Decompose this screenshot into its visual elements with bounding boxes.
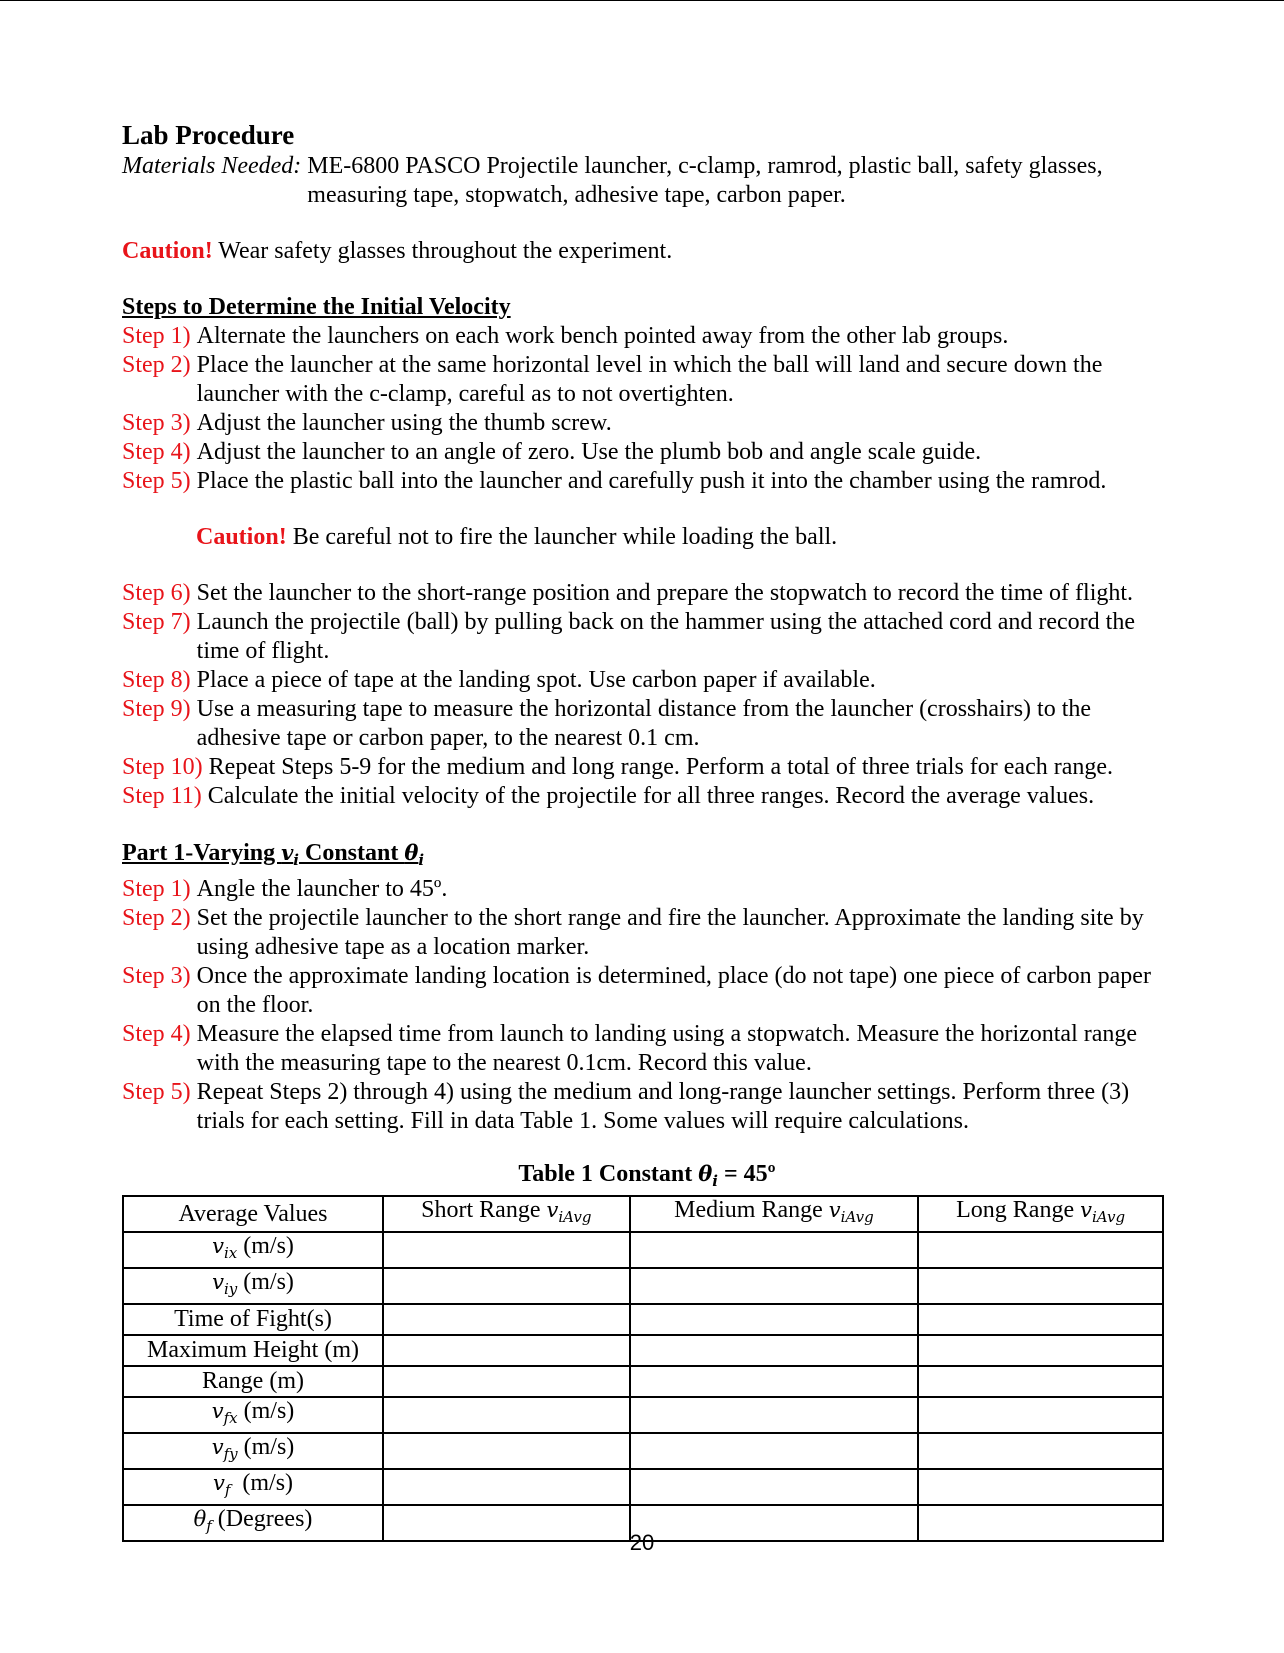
cell-medium-range[interactable] [630,1304,919,1335]
step-text: Adjust the launcher using the thumb screw. [196,410,612,436]
cell-medium-range[interactable] [630,1268,919,1304]
cell-short-range[interactable] [383,1232,630,1268]
materials [122,152,1172,210]
step-item [122,753,1172,782]
caution-loading [196,523,1172,552]
materials-text [301,152,1102,210]
step-item [122,695,1172,753]
steps-list-a [122,322,1172,496]
table-row [123,1335,1163,1366]
caution-text: Be careful not to fire the launcher while loading the ball. [292,524,838,550]
step-number: Step 5) [122,1079,191,1105]
step-item [122,467,1172,496]
step-text: Measure the elapsed time from launch to landing using a stopwatch. Measure the horizontal range with the measuring tape to the nearest 0.1cm. Record this value. [196,1021,1138,1076]
table-row [123,1268,1163,1304]
table-header-row [123,1196,1163,1232]
table-row [123,1397,1163,1433]
steps-list-part1 [122,875,1172,1136]
step-number: Step 3) [122,410,191,436]
step-text: Once the approximate landing location is determined, place (do not tape) one piece of carbon paper on the floor. [196,963,1151,1018]
table-row [123,1366,1163,1397]
caution-safety [122,237,1172,266]
step-number: Step 10) [122,754,203,780]
step-text: Repeat Steps 2) through 4) using the medium and long-range launcher settings. Perform three (3) trials for each setting. Fill in data Table 1. Some values will require calculations. [196,1079,1130,1134]
section-part1-title [122,838,1172,875]
cell-long-range[interactable] [918,1304,1163,1335]
step-item [122,1020,1172,1078]
step-text: Angle the launcher to 45º. [196,876,448,902]
table-title-prefix: Table 1 Constant [518,1161,699,1187]
cell-short-range[interactable] [383,1304,630,1335]
cell-short-range[interactable] [383,1335,630,1366]
row-label: $v_{ix}$ (m/s) [123,1232,383,1268]
step-item [122,666,1172,695]
row-label: Range (m) [123,1366,383,1397]
step-text: Use a measuring tape to measure the horizontal distance from the launcher (crosshairs) to the adhesive tape or carbon paper, to the nearest 0.1 cm. [196,696,1092,751]
step-item [122,438,1172,467]
step-text: Place a piece of tape at the landing spot. Use carbon paper if available. [196,667,876,693]
row-label: Time of Fight(s) [123,1304,383,1335]
page-title: Lab Procedure [122,120,295,150]
cell-short-range[interactable] [383,1433,630,1469]
cell-long-range[interactable] [918,1232,1163,1268]
step-number: Step 11) [122,783,202,809]
cell-medium-range[interactable] [630,1433,919,1469]
step-number: Step 8) [122,667,191,693]
header-medium-range: Medium Range $v_{iAvg}$ [630,1196,919,1232]
step-item [122,351,1172,409]
step-text: Set the launcher to the short-range position and prepare the stopwatch to record the time of flight. [196,580,1134,606]
row-label: $v_{fy}$ (m/s) [123,1433,383,1469]
part1-title-v: v [281,840,294,865]
table-row [123,1304,1163,1335]
part1-title-theta: θ [404,840,419,865]
step-number: Step 9) [122,696,191,722]
steps-list-b [122,579,1172,811]
cell-long-range[interactable] [918,1397,1163,1433]
step-item [122,904,1172,962]
step-number: Step 4) [122,439,191,465]
row-label: Maximum Height (m) [123,1335,383,1366]
cell-medium-range[interactable] [630,1397,919,1433]
step-number: Step 4) [122,1021,191,1047]
table-title-theta: θ [698,1161,713,1186]
row-label: $v_{fx}$ (m/s) [123,1397,383,1433]
step-number: Step 1) [122,323,191,349]
cell-medium-range[interactable] [630,1335,919,1366]
step-item [122,1078,1172,1136]
step-text: Launch the projectile (ball) by pulling back on the hammer using the attached cord and record the time of flight. [196,609,1135,664]
table-row [123,1469,1163,1505]
step-text: Place the plastic ball into the launcher and carefully push it into the chamber using the ramrod. [196,468,1107,494]
step-number: Step 6) [122,580,191,606]
step-item [122,962,1172,1020]
header-long-range: Long Range $v_{iAvg}$ [918,1196,1163,1232]
cell-medium-range[interactable] [630,1366,919,1397]
data-table-1 [122,1195,1164,1542]
cell-long-range[interactable] [918,1335,1163,1366]
step-item [122,322,1172,351]
table-title-suffix: = 45º [717,1161,776,1187]
cell-long-range[interactable] [918,1433,1163,1469]
step-item [122,579,1172,608]
cell-medium-range[interactable] [630,1469,919,1505]
row-label: $\theta_f$ (Degrees) [123,1505,383,1541]
table-body [123,1232,1163,1541]
step-item [122,409,1172,438]
materials-label: Materials Needed: [122,153,302,179]
table-row [123,1232,1163,1268]
cell-short-range[interactable] [383,1366,630,1397]
step-item [122,875,1172,904]
step-text: Alternate the launchers on each work bench pointed away from the other lab groups. [196,323,1009,349]
cell-long-range[interactable] [918,1469,1163,1505]
step-number: Step 7) [122,609,191,635]
cell-short-range[interactable] [383,1397,630,1433]
step-number: Step 3) [122,963,191,989]
cell-long-range[interactable] [918,1366,1163,1397]
document-page [122,118,1172,1542]
table-row [123,1433,1163,1469]
step-item [122,608,1172,666]
part1-title-prefix: Part 1-Varying [122,840,282,866]
cell-long-range[interactable] [918,1268,1163,1304]
caution-text: Wear safety glasses throughout the experiment. [218,238,673,264]
materials-line-2: measuring tape, stopwatch, adhesive tape, carbon paper. [307,182,846,208]
step-text: Set the projectile launcher to the short range and fire the launcher. Approximate the landing site by using adhesive tape as a location marker. [196,905,1144,960]
part1-title-mid: Constant [299,840,405,866]
cell-medium-range[interactable] [630,1232,919,1268]
header-average-values: Average Values [123,1196,383,1232]
section-initial-velocity-title: Steps to Determine the Initial Velocity [122,294,511,320]
cell-short-range[interactable] [383,1469,630,1505]
header-short-range: Short Range $v_{iAvg}$ [383,1196,630,1232]
page-number: 20 [629,1530,655,1555]
step-text: Repeat Steps 5-9 for the medium and long range. Perform a total of three trials for each range. [208,754,1114,780]
part1-title-theta-sub: i [418,851,425,869]
step-item [122,782,1172,811]
caution-label: Caution! [122,238,213,264]
table-title [122,1160,1172,1195]
materials-line-1: ME-6800 PASCO Projectile launcher, c-clamp, ramrod, plastic ball, safety glasses, [307,153,1103,179]
table-title-sub: i [712,1172,718,1190]
step-text: Adjust the launcher to an angle of zero. Use the plumb bob and angle scale guide. [196,439,982,465]
cell-short-range[interactable] [383,1268,630,1304]
row-label: $v_f$ (m/s) [123,1469,383,1505]
step-number: Step 1) [122,876,191,902]
step-number: Step 5) [122,468,191,494]
step-text: Place the launcher at the same horizontal level in which the ball will land and secure down the launcher with the c-clamp, careful as to not overtighten. [196,352,1103,407]
top-rule [0,0,1284,1]
part1-title-v-sub: i [293,851,299,869]
step-text: Calculate the initial velocity of the projectile for all three ranges. Record the average values. [207,783,1095,809]
caution-label: Caution! [196,524,287,550]
step-number: Step 2) [122,905,191,931]
row-label: $v_{iy}$ (m/s) [123,1268,383,1304]
step-number: Step 2) [122,352,191,378]
